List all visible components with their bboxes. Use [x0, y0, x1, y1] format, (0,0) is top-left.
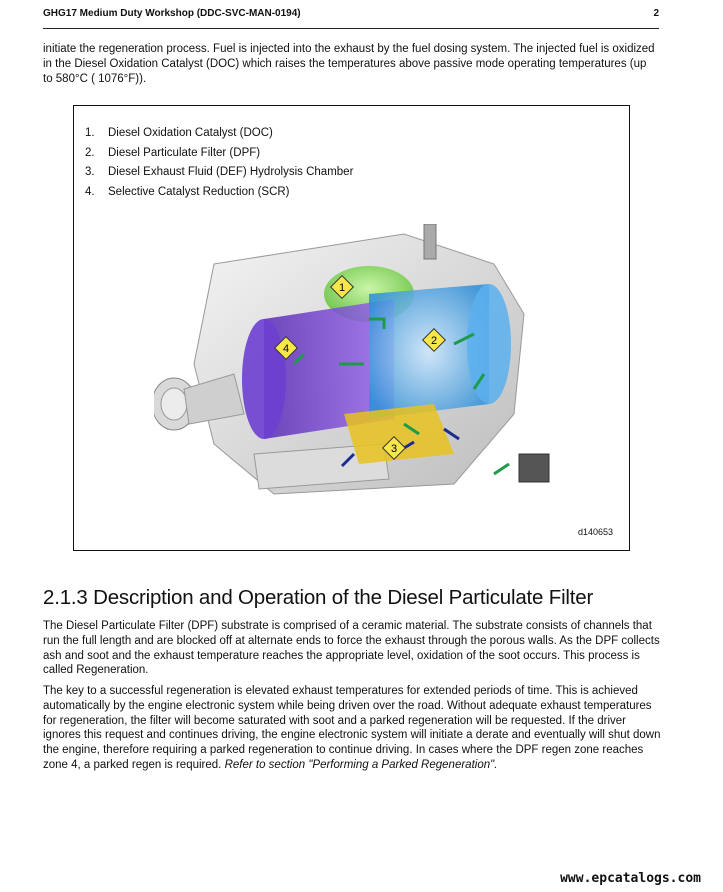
- paragraph-text: The key to a successful regeneration is elevated exhaust temperatures for extended periods of time. This is achieved automatically by the engine electronic system while being driven over the road. Without adequate exhaust temperatures for regeneration, the filter will become saturated with soot and a parked regeneration will be requested. If the driver ignores this request and continues driving, the engine electronic system will initiate a derate and eventually will shut down the engine, therefore requiring a parked regeneration to continue driving. In cases where the DPF regen zone reaches zone 4, a parked regen is required.: [43, 685, 661, 771]
- svg-text:3: 3: [390, 443, 398, 455]
- page-number: 2: [653, 8, 659, 19]
- footer-url: www.epcatalogs.com: [560, 871, 701, 886]
- svg-text:4: 4: [282, 343, 290, 355]
- svg-text:2: 2: [430, 335, 438, 347]
- document-title: GHG17 Medium Duty Workshop (DDC-SVC-MAN-0194): [43, 8, 301, 19]
- figure-legend: [85, 127, 353, 205]
- section-heading: 2.1.3 Description and Operation of the Diesel Particulate Filter: [43, 586, 594, 609]
- aftertreatment-illustration: [154, 224, 554, 524]
- legend-item: 1. Diesel Oxidation Catalyst (DOC): [85, 127, 273, 139]
- page-header: [43, 6, 659, 29]
- legend-item: 2. Diesel Particulate Filter (DPF): [85, 146, 261, 159]
- paragraph: [43, 684, 661, 773]
- svg-text:1: 1: [338, 282, 346, 294]
- paragraph: The Diesel Particulate Filter (DPF) substrate is comprised of a ceramic material. The substrate consists of channels that run the full length and are blocked off at alternate ends to force the exhaust through the porous walls. As the DPF collects ash and soot and the exhaust temperature reaches the appropriate level, oxidation of the soot occurs. This process is called Regeneration.: [43, 620, 660, 677]
- figure-id: d140653: [577, 527, 613, 537]
- legend-item: 3. Diesel Exhaust Fluid (DEF) Hydrolysis Chamber: [85, 166, 354, 178]
- legend-item: 4. Selective Catalyst Reduction (SCR): [85, 185, 290, 198]
- aftertreatment-figure: [73, 105, 630, 551]
- section-reference: Refer to section "Performing a Parked Regeneration".: [224, 758, 498, 771]
- intro-paragraph: initiate the regeneration process. Fuel is injected into the exhaust by the fuel dosing system. The injected fuel is oxidized in the Diesel Oxidation Catalyst (DOC) which raises the temperatures above passive mode operating temperatures (up to 580°C ( 1076°F)).: [43, 43, 655, 85]
